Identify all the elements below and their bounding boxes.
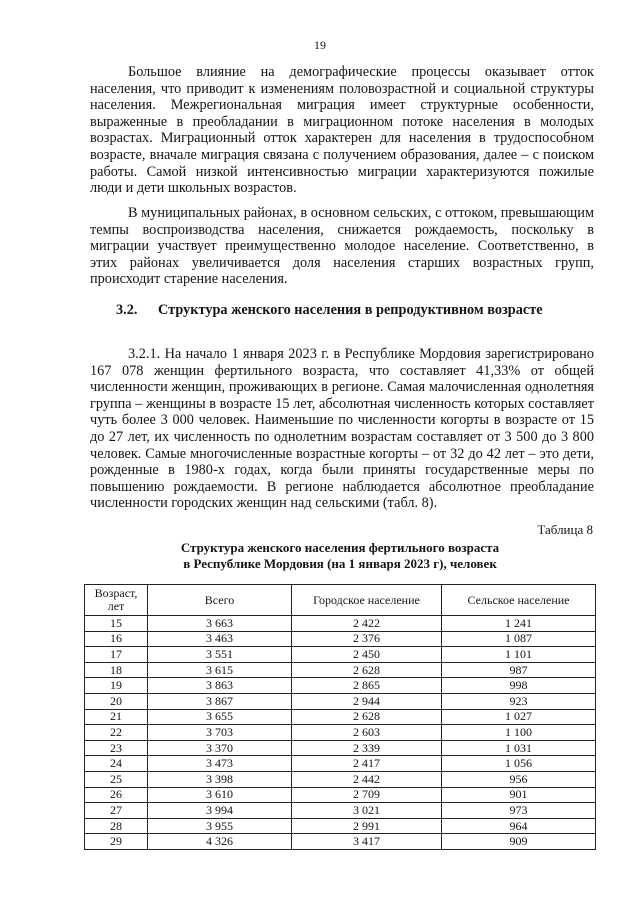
table-row	[85, 771, 596, 787]
table-row	[85, 756, 596, 772]
cell-total: 3 473	[148, 756, 292, 772]
cell-rural: 1 100	[442, 725, 596, 741]
cell-urban: 2 865	[292, 678, 442, 694]
cell-age: 28	[85, 818, 148, 834]
cell-total: 3 610	[148, 787, 292, 803]
paragraph-fertile-women: 3.2.1. На начало 1 января 2023 г. в Республике Мордовия зарегистрировано 167 078 женщин фертильного возраста, что составляет 41,33% от общей численности женщин, проживающих в регионе. Самая малочисленная однолетняя группа – женщины в возрасте 15 лет, абсолютная численность которых составляет чуть более 3 000 человек. Наименьшие по численности когорты в возрасте от 15 до 27 лет, их численность по однолетним возрастам составляет от 3 500 до 3 800 человек. Самые многочисленные возрастные когорты – от 32 до 42 лет – это дети, рожденные в 1980-х годах, когда были приняты государственные меры по повышению рождаемости. В регионе наблюдается абсолютное преобладание численности городских женщин над сельскими (табл. 8).	[90, 346, 594, 512]
cell-total: 3 463	[148, 631, 292, 647]
cell-total: 3 994	[148, 803, 292, 819]
header-rural: Сельское население	[442, 585, 596, 616]
table-row	[85, 709, 596, 725]
table-row	[85, 725, 596, 741]
cell-urban: 2 709	[292, 787, 442, 803]
cell-urban: 2 417	[292, 756, 442, 772]
cell-urban: 2 991	[292, 818, 442, 834]
cell-urban: 2 422	[292, 616, 442, 632]
cell-urban: 2 944	[292, 693, 442, 709]
cell-age: 18	[85, 662, 148, 678]
cell-urban: 2 450	[292, 647, 442, 663]
cell-rural: 1 056	[442, 756, 596, 772]
cell-rural: 1 027	[442, 709, 596, 725]
table-row	[85, 662, 596, 678]
cell-urban: 2 339	[292, 740, 442, 756]
cell-total: 3 370	[148, 740, 292, 756]
fertile-women-table	[84, 584, 596, 850]
cell-age: 24	[85, 756, 148, 772]
cell-rural: 1 087	[442, 631, 596, 647]
table-row	[85, 834, 596, 850]
table-title	[130, 540, 550, 572]
cell-total: 3 551	[148, 647, 292, 663]
cell-age: 15	[85, 616, 148, 632]
header-urban: Городское население	[292, 585, 442, 616]
cell-age: 16	[85, 631, 148, 647]
cell-urban: 2 628	[292, 709, 442, 725]
cell-rural: 964	[442, 818, 596, 834]
cell-age: 26	[85, 787, 148, 803]
cell-rural: 998	[442, 678, 596, 694]
table-row	[85, 740, 596, 756]
cell-total: 3 615	[148, 662, 292, 678]
cell-urban: 2 376	[292, 631, 442, 647]
cell-total: 3 703	[148, 725, 292, 741]
table-row	[85, 616, 596, 632]
cell-age: 19	[85, 678, 148, 694]
cell-rural: 956	[442, 771, 596, 787]
table-row	[85, 803, 596, 819]
cell-age: 25	[85, 771, 148, 787]
cell-age: 23	[85, 740, 148, 756]
section-title: Структура женского населения в репродуктивном возрасте	[158, 302, 543, 318]
cell-total: 3 867	[148, 693, 292, 709]
cell-urban: 3 021	[292, 803, 442, 819]
cell-urban: 3 417	[292, 834, 442, 850]
cell-rural: 909	[442, 834, 596, 850]
cell-urban: 2 442	[292, 771, 442, 787]
paragraph-migration-outflow: Большое влияние на демографические процессы оказывает отток населения, что приводит к изменениям половозрастной и социальной структуры населения. Межрегиональная миграция имеет структурные особенности, выраженные в преобладании в миграционном потоке населения в молодых возрастах. Миграционный отток характерен для населения в трудоспособном возрасте, вначале миграция связана с получением образования, далее – с поиском работы. Самой низкой интенсивностью миграции характеризуются пожилые люди и дети школьных возрастов.	[90, 64, 594, 197]
cell-rural: 1 241	[442, 616, 596, 632]
page-number: 19	[314, 38, 326, 52]
table-title-line-1: Структура женского населения фертильного возраста	[180, 540, 500, 555]
cell-rural: 1 101	[442, 647, 596, 663]
cell-age: 27	[85, 803, 148, 819]
table-row	[85, 818, 596, 834]
cell-total: 3 398	[148, 771, 292, 787]
table-row	[85, 678, 596, 694]
table-row	[85, 787, 596, 803]
table-row	[85, 647, 596, 663]
cell-age: 29	[85, 834, 148, 850]
cell-age: 21	[85, 709, 148, 725]
header-age: Возраст, лет	[85, 585, 148, 616]
cell-rural: 1 031	[442, 740, 596, 756]
cell-total: 3 663	[148, 616, 292, 632]
cell-total: 3 955	[148, 818, 292, 834]
table-title-line-2: в Республике Мордовия (на 1 января 2023 г), человек	[183, 556, 497, 571]
cell-urban: 2 603	[292, 725, 442, 741]
cell-age: 20	[85, 693, 148, 709]
section-number: 3.2.	[116, 302, 138, 318]
cell-rural: 923	[442, 693, 596, 709]
cell-rural: 973	[442, 803, 596, 819]
header-total: Всего	[148, 585, 292, 616]
cell-total: 3 863	[148, 678, 292, 694]
table-row	[85, 693, 596, 709]
cell-total: 4 326	[148, 834, 292, 850]
paragraph-municipal-districts: В муниципальных районах, в основном сельских, с оттоком, превышающим темпы воспроизводства населения, снижается рождаемость, поскольку в миграции участвует преимущественно молодое население. Соответственно, в этих районах увеличивается доля населения старших возрастных групп, происходит старение населения.	[90, 205, 594, 288]
table-label: Таблица 8	[537, 522, 593, 537]
cell-rural: 987	[442, 662, 596, 678]
section-heading	[116, 302, 543, 319]
table-header-row	[85, 585, 596, 616]
table-row	[85, 631, 596, 647]
cell-age: 17	[85, 647, 148, 663]
cell-age: 22	[85, 725, 148, 741]
cell-total: 3 655	[148, 709, 292, 725]
cell-rural: 901	[442, 787, 596, 803]
cell-urban: 2 628	[292, 662, 442, 678]
